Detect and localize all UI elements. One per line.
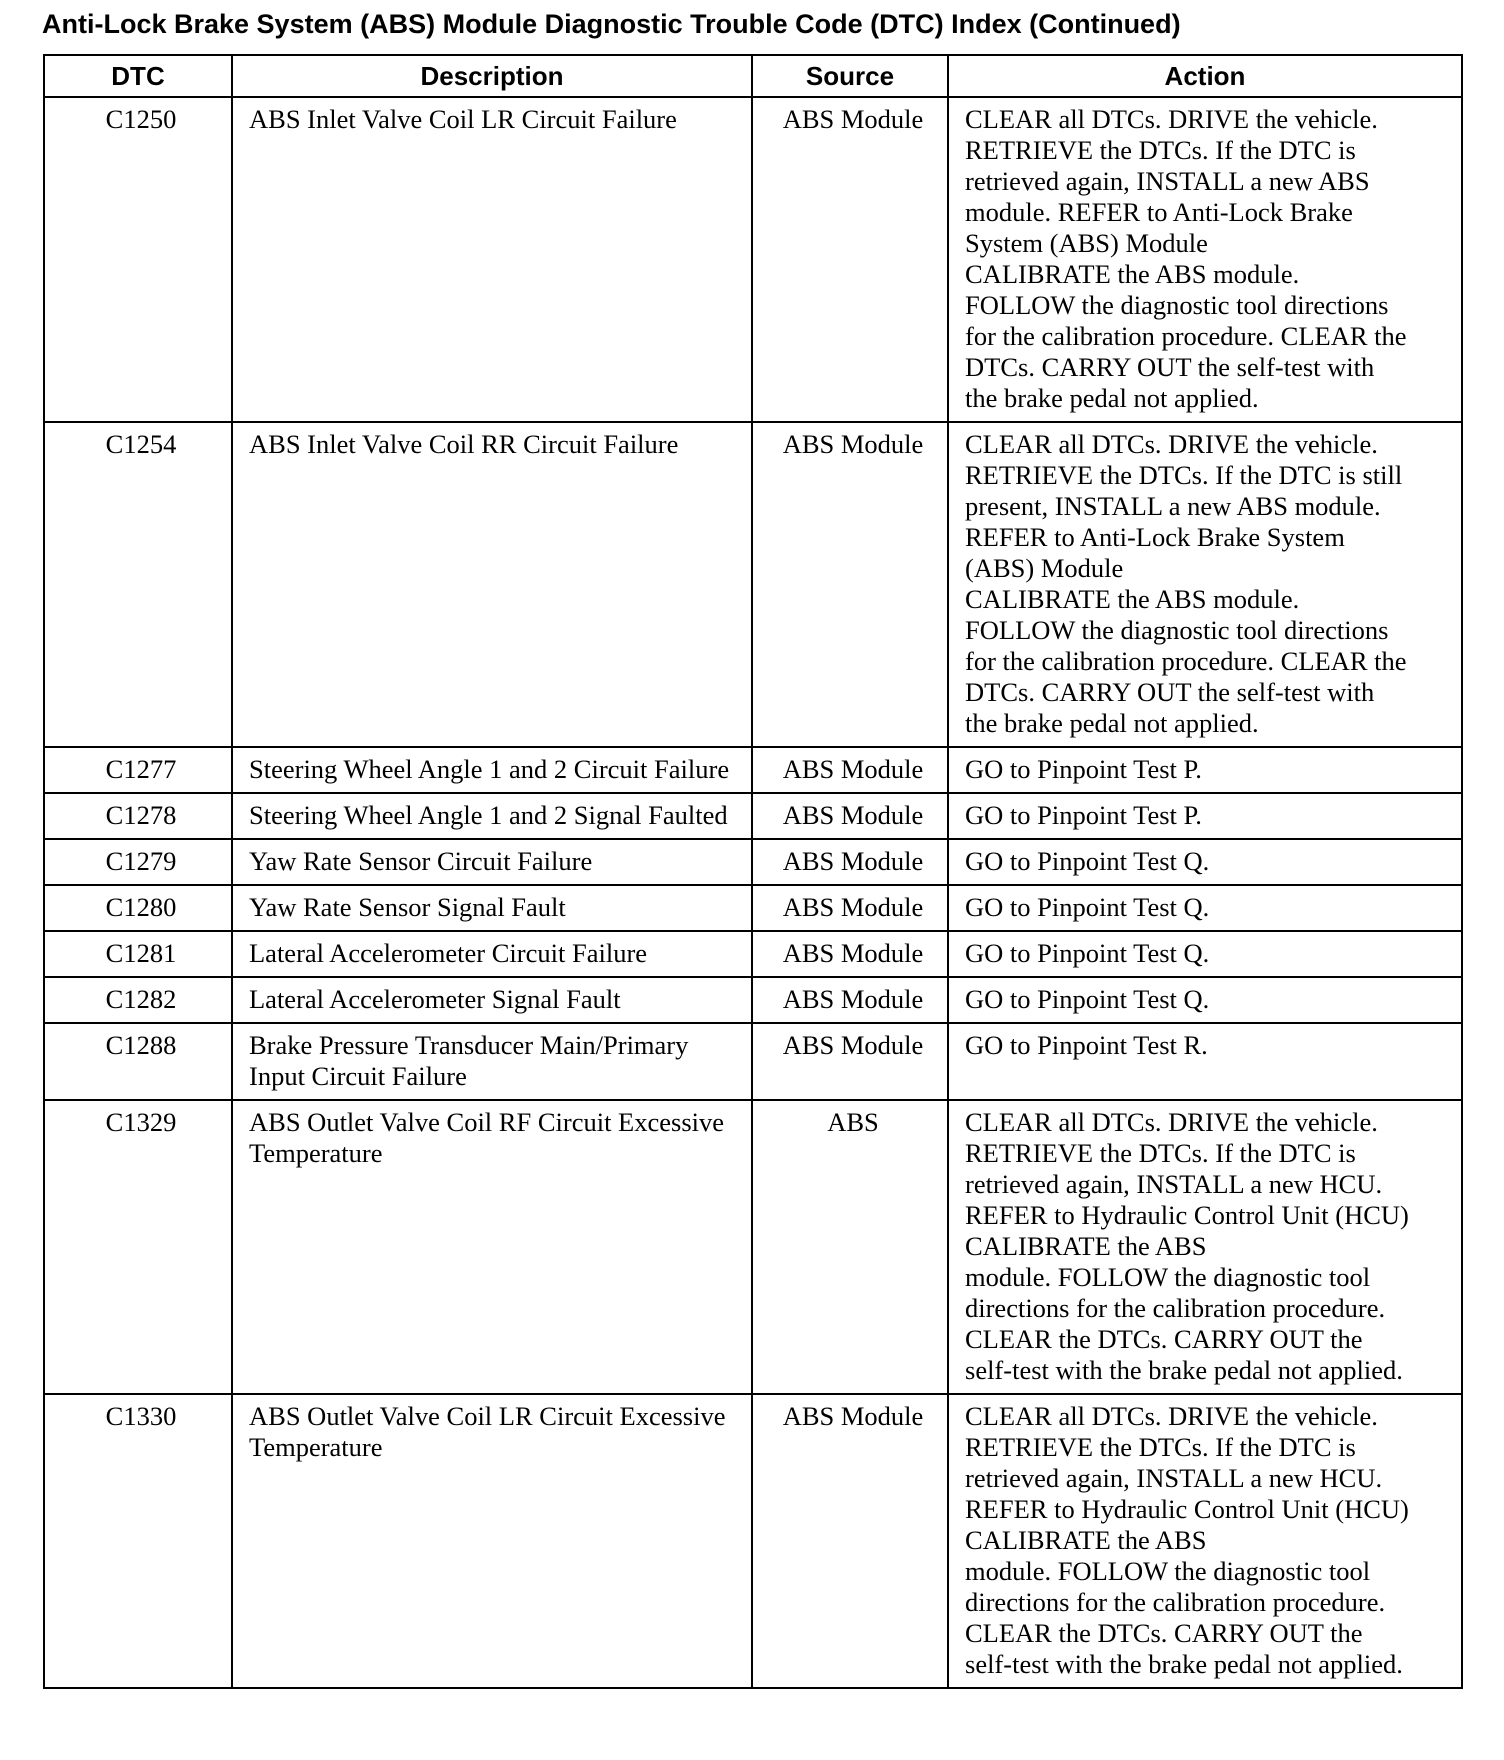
column-header-action: Action	[948, 55, 1462, 97]
table-row	[44, 1394, 1462, 1688]
table-row	[44, 97, 1462, 422]
action-line: CLEAR all DTCs. DRIVE the vehicle.	[965, 1107, 1378, 1137]
dtc-source: ABS Module	[752, 422, 948, 747]
dtc-code: C1330	[44, 1394, 232, 1688]
dtc-description: Yaw Rate Sensor Signal Fault	[232, 885, 752, 931]
dtc-action	[948, 97, 1462, 422]
dtc-description: Steering Wheel Angle 1 and 2 Circuit Failure	[232, 747, 752, 793]
action-line: DTCs. CARRY OUT the self-test with	[965, 352, 1375, 382]
dtc-code: C1329	[44, 1100, 232, 1394]
dtc-action	[948, 931, 1462, 977]
dtc-code: C1281	[44, 931, 232, 977]
action-line: GO to Pinpoint Test Q.	[965, 846, 1210, 876]
action-line: module. REFER to Anti-Lock Brake	[965, 197, 1353, 227]
dtc-action	[948, 885, 1462, 931]
dtc-action	[948, 1100, 1462, 1394]
action-line: GO to Pinpoint Test P.	[965, 800, 1202, 830]
table-row	[44, 1023, 1462, 1100]
action-line: GO to Pinpoint Test Q.	[965, 984, 1210, 1014]
dtc-description: ABS Outlet Valve Coil RF Circuit Excessive Temperature	[232, 1100, 752, 1394]
dtc-description: ABS Outlet Valve Coil LR Circuit Excessive Temperature	[232, 1394, 752, 1688]
action-line: REFER to Hydraulic Control Unit (HCU)	[965, 1494, 1409, 1524]
action-line: GO to Pinpoint Test Q.	[965, 938, 1210, 968]
action-line: module. FOLLOW the diagnostic tool	[965, 1262, 1371, 1292]
action-line: retrieved again, INSTALL a new HCU.	[965, 1169, 1383, 1199]
dtc-source: ABS Module	[752, 747, 948, 793]
action-line: GO to Pinpoint Test Q.	[965, 892, 1210, 922]
action-line: CLEAR all DTCs. DRIVE the vehicle.	[965, 104, 1378, 134]
action-line: RETRIEVE the DTCs. If the DTC is	[965, 135, 1356, 165]
action-line: CALIBRATE the ABS	[965, 1525, 1207, 1555]
dtc-action	[948, 977, 1462, 1023]
page-title: Anti-Lock Brake System (ABS) Module Diagnostic Trouble Code (DTC) Index (Continued)	[42, 9, 1181, 39]
action-line: module. FOLLOW the diagnostic tool	[965, 1556, 1371, 1586]
action-line: for the calibration procedure. CLEAR the	[965, 646, 1407, 676]
dtc-code: C1250	[44, 97, 232, 422]
action-line: for the calibration procedure. CLEAR the	[965, 321, 1407, 351]
dtc-code: C1288	[44, 1023, 232, 1100]
action-line: GO to Pinpoint Test P.	[965, 754, 1202, 784]
action-line: CALIBRATE the ABS	[965, 1231, 1207, 1261]
action-line: RETRIEVE the DTCs. If the DTC is	[965, 1432, 1356, 1462]
action-line: CLEAR all DTCs. DRIVE the vehicle.	[965, 429, 1378, 459]
dtc-action	[948, 839, 1462, 885]
dtc-description: Yaw Rate Sensor Circuit Failure	[232, 839, 752, 885]
dtc-source: ABS Module	[752, 793, 948, 839]
action-line: the brake pedal not applied.	[965, 383, 1259, 413]
table-row	[44, 931, 1462, 977]
dtc-source: ABS Module	[752, 977, 948, 1023]
action-line: DTCs. CARRY OUT the self-test with	[965, 677, 1375, 707]
dtc-action	[948, 1023, 1462, 1100]
action-line: CLEAR the DTCs. CARRY OUT the	[965, 1324, 1363, 1354]
dtc-code: C1280	[44, 885, 232, 931]
dtc-index-table	[43, 54, 1463, 1689]
table-row	[44, 885, 1462, 931]
action-line: FOLLOW the diagnostic tool directions	[965, 290, 1389, 320]
action-line: directions for the calibration procedure.	[965, 1293, 1386, 1323]
column-header-dtc: DTC	[44, 55, 232, 97]
dtc-description: Lateral Accelerometer Circuit Failure	[232, 931, 752, 977]
action-line: self-test with the brake pedal not applied.	[965, 1355, 1403, 1385]
dtc-code: C1282	[44, 977, 232, 1023]
table-row	[44, 1100, 1462, 1394]
dtc-description: Steering Wheel Angle 1 and 2 Signal Faulted	[232, 793, 752, 839]
action-line: FOLLOW the diagnostic tool directions	[965, 615, 1389, 645]
column-header-source: Source	[752, 55, 948, 97]
table-row	[44, 747, 1462, 793]
dtc-code: C1278	[44, 793, 232, 839]
dtc-action	[948, 1394, 1462, 1688]
table-row	[44, 793, 1462, 839]
action-line: CLEAR all DTCs. DRIVE the vehicle.	[965, 1401, 1378, 1431]
action-line: present, INSTALL a new ABS module.	[965, 491, 1381, 521]
dtc-source: ABS Module	[752, 839, 948, 885]
action-line: GO to Pinpoint Test R.	[965, 1030, 1208, 1060]
dtc-description: Brake Pressure Transducer Main/Primary Input Circuit Failure	[232, 1023, 752, 1100]
table-row	[44, 422, 1462, 747]
dtc-source: ABS	[752, 1100, 948, 1394]
table-row	[44, 977, 1462, 1023]
action-line: self-test with the brake pedal not applied.	[965, 1649, 1403, 1679]
dtc-source: ABS Module	[752, 97, 948, 422]
action-line: REFER to Anti-Lock Brake System	[965, 522, 1345, 552]
action-line: retrieved again, INSTALL a new HCU.	[965, 1463, 1383, 1493]
action-line: CALIBRATE the ABS module.	[965, 259, 1300, 289]
action-line: CLEAR the DTCs. CARRY OUT the	[965, 1618, 1363, 1648]
table-header	[44, 55, 1462, 97]
action-line: System (ABS) Module	[965, 228, 1208, 258]
dtc-source: ABS Module	[752, 931, 948, 977]
dtc-code: C1279	[44, 839, 232, 885]
table-row	[44, 839, 1462, 885]
table-body	[44, 97, 1462, 1688]
action-line: directions for the calibration procedure.	[965, 1587, 1386, 1617]
action-line: the brake pedal not applied.	[965, 708, 1259, 738]
action-line: RETRIEVE the DTCs. If the DTC is still	[965, 460, 1403, 490]
dtc-source: ABS Module	[752, 1394, 948, 1688]
dtc-code: C1254	[44, 422, 232, 747]
column-header-description: Description	[232, 55, 752, 97]
action-line: retrieved again, INSTALL a new ABS	[965, 166, 1370, 196]
action-line: RETRIEVE the DTCs. If the DTC is	[965, 1138, 1356, 1168]
action-line: (ABS) Module	[965, 553, 1124, 583]
dtc-action	[948, 422, 1462, 747]
dtc-description: ABS Inlet Valve Coil LR Circuit Failure	[232, 97, 752, 422]
dtc-description: Lateral Accelerometer Signal Fault	[232, 977, 752, 1023]
dtc-description: ABS Inlet Valve Coil RR Circuit Failure	[232, 422, 752, 747]
dtc-source: ABS Module	[752, 1023, 948, 1100]
dtc-action	[948, 747, 1462, 793]
header-row	[44, 55, 1462, 97]
dtc-action	[948, 793, 1462, 839]
dtc-source: ABS Module	[752, 885, 948, 931]
action-line: CALIBRATE the ABS module.	[965, 584, 1300, 614]
action-line: REFER to Hydraulic Control Unit (HCU)	[965, 1200, 1409, 1230]
dtc-code: C1277	[44, 747, 232, 793]
